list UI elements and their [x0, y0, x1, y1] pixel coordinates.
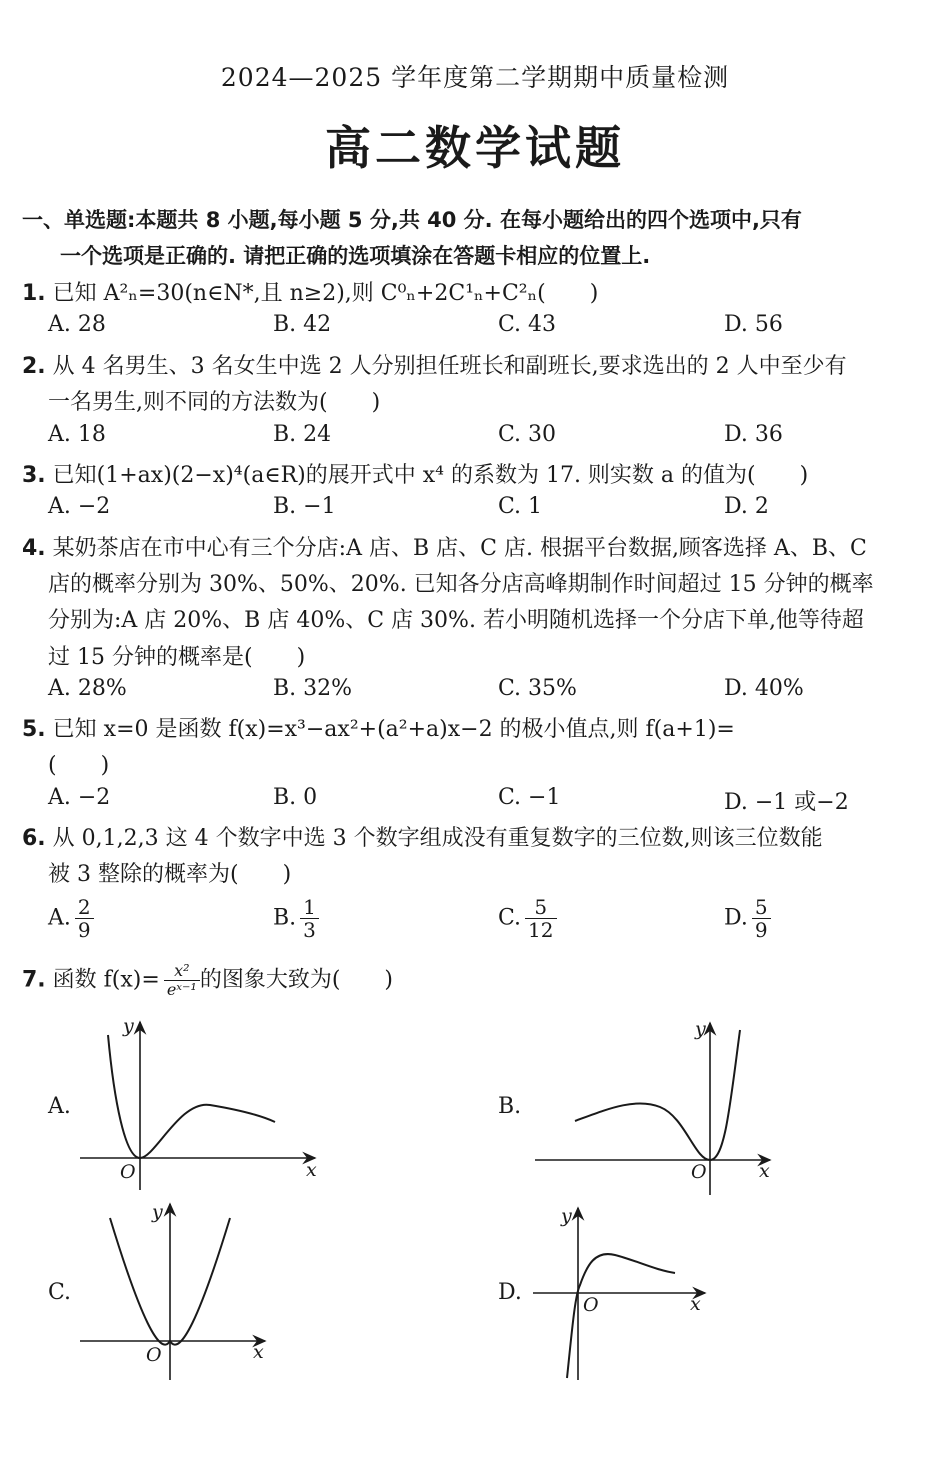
option-d: D. 36 [724, 422, 783, 447]
option-b: B. 32% [273, 676, 353, 701]
option-label: A. [48, 905, 71, 931]
y-axis-label: y [123, 1015, 134, 1037]
question-5-line2: ( ) [48, 753, 110, 778]
numerator: 5 [752, 896, 771, 919]
option-label: B. [273, 905, 297, 931]
graph-d [525, 1200, 725, 1385]
question-number: 4. [22, 536, 46, 561]
option-d: D. 2 [724, 494, 769, 519]
option-b [273, 896, 319, 941]
question-text-suffix: 的图象大致为( ) [199, 967, 394, 993]
question-6-line2: 被 3 整除的概率为( ) [48, 862, 292, 887]
graph-label-a: A. [48, 1094, 71, 1119]
question-text: 已知 A²ₙ=30(n∈N*,且 n≥2),则 C⁰ₙ+2C¹ₙ+C²ₙ( ) [52, 281, 599, 306]
curve [567, 1254, 675, 1378]
option-a: A. 28% [48, 676, 127, 701]
fraction [300, 896, 319, 941]
option-b: B. −1 [273, 494, 336, 519]
section-instructions-line1: 一、单选题:本题共 8 小题,每小题 5 分,共 40 分. 在每小题给出的四个选项中,只有 [22, 208, 802, 232]
question-7 [22, 962, 393, 999]
option-c: C. 1 [498, 494, 543, 519]
question-number: 3. [22, 463, 46, 488]
option-d: D. 56 [724, 312, 783, 337]
x-axis-label: x [759, 1160, 770, 1182]
question-4 [22, 531, 867, 562]
numerator: x² [164, 962, 200, 981]
exam-subtitle: 2024—2025 学年度第二学期期中质量检测 [220, 63, 730, 92]
fraction [75, 896, 94, 941]
question-1 [22, 276, 598, 307]
graph-label-d: D. [498, 1280, 522, 1305]
origin-label: O [120, 1161, 136, 1183]
option-label: D. [724, 905, 748, 931]
numerator: 5 [525, 896, 556, 919]
question-4-line2: 店的概率分别为 30%、50%、20%. 已知各分店高峰期制作时间超过 15 分钟的概率 [48, 572, 874, 597]
numerator: 2 [75, 896, 94, 919]
option-c [498, 896, 557, 941]
option-a [48, 896, 94, 941]
option-a: A. 18 [48, 422, 106, 447]
denominator: 3 [303, 918, 316, 942]
question-text: 已知 x=0 是函数 f(x)=x³−ax²+(a²+a)x−2 的极小值点,则 f(a+1)= [52, 717, 735, 742]
function-fraction [164, 962, 200, 999]
exam-title: 高二数学试题 [325, 121, 625, 175]
option-d: D. 40% [724, 676, 804, 701]
x-axis-label: x [690, 1293, 701, 1315]
option-c: C. 43 [498, 312, 557, 337]
option-a: A. 28 [48, 312, 106, 337]
curve [575, 1030, 740, 1160]
origin-label: O [691, 1161, 707, 1183]
denominator: 9 [754, 918, 768, 942]
question-text: 某奶茶店在市中心有三个分店:A 店、B 店、C 店. 根据平台数据,顾客选择 A、B、C [52, 536, 867, 561]
curve [108, 1035, 275, 1158]
option-c: C. 35% [498, 676, 577, 701]
question-4-line4: 过 15 分钟的概率是( ) [48, 645, 306, 670]
y-axis-label: y [561, 1205, 572, 1227]
question-number: 1. [22, 281, 46, 306]
option-c: C. 30 [498, 422, 557, 447]
question-number: 6. [22, 826, 46, 851]
question-text-prefix: 函数 f(x)= [52, 967, 160, 993]
question-text: 已知(1+ax)(2−x)⁴(a∈R)的展开式中 x⁴ 的系数为 17. 则实数 a 的值为( ) [52, 463, 809, 488]
option-b: B. 24 [273, 422, 332, 447]
denominator: 9 [77, 918, 91, 942]
section-instructions-line2: 一个选项是正确的. 请把正确的选项填涂在答题卡相应的位置上. [60, 244, 651, 268]
option-label: C. [498, 905, 522, 931]
graph-c [70, 1198, 280, 1388]
graph-a [70, 1010, 330, 1195]
question-2 [22, 349, 847, 380]
x-axis-label: x [306, 1159, 317, 1181]
question-6 [22, 821, 823, 852]
graph-label-c: C. [48, 1280, 72, 1305]
y-axis-label: y [152, 1201, 163, 1223]
question-4-line3: 分别为:A 店 20%、B 店 40%、C 店 30%. 若小明随机选择一个分店下单,他等待超 [48, 608, 864, 633]
origin-label: O [583, 1294, 599, 1316]
question-3 [22, 458, 808, 489]
origin-label: O [146, 1344, 162, 1366]
numerator: 1 [300, 896, 319, 919]
option-b: B. 0 [273, 785, 318, 810]
option-a: A. −2 [48, 494, 111, 519]
fraction [525, 896, 556, 941]
question-5 [22, 712, 735, 743]
question-number: 7. [22, 967, 46, 993]
question-number: 2. [22, 354, 46, 379]
fraction [752, 896, 771, 941]
graph-label-b: B. [498, 1094, 522, 1119]
question-text: 从 0,1,2,3 这 4 个数字中选 3 个数字组成没有重复数字的三位数,则该三位数能 [52, 826, 823, 851]
y-axis-label: y [695, 1018, 706, 1040]
question-2-line2: 一名男生,则不同的方法数为( ) [48, 390, 381, 415]
denominator: eˣ⁻¹ [166, 980, 197, 999]
graph-b [525, 1015, 785, 1200]
question-number: 5. [22, 717, 46, 742]
x-axis-label: x [253, 1341, 264, 1363]
option-a: A. −2 [48, 785, 111, 810]
question-text: 从 4 名男生、3 名女生中选 2 人分别担任班长和副班长,要求选出的 2 人中至少有 [52, 354, 847, 379]
denominator: 12 [528, 918, 554, 942]
option-b: B. 42 [273, 312, 332, 337]
option-d [724, 896, 771, 941]
option-d: D. −1 或−2 [724, 790, 849, 815]
option-c: C. −1 [498, 785, 561, 810]
